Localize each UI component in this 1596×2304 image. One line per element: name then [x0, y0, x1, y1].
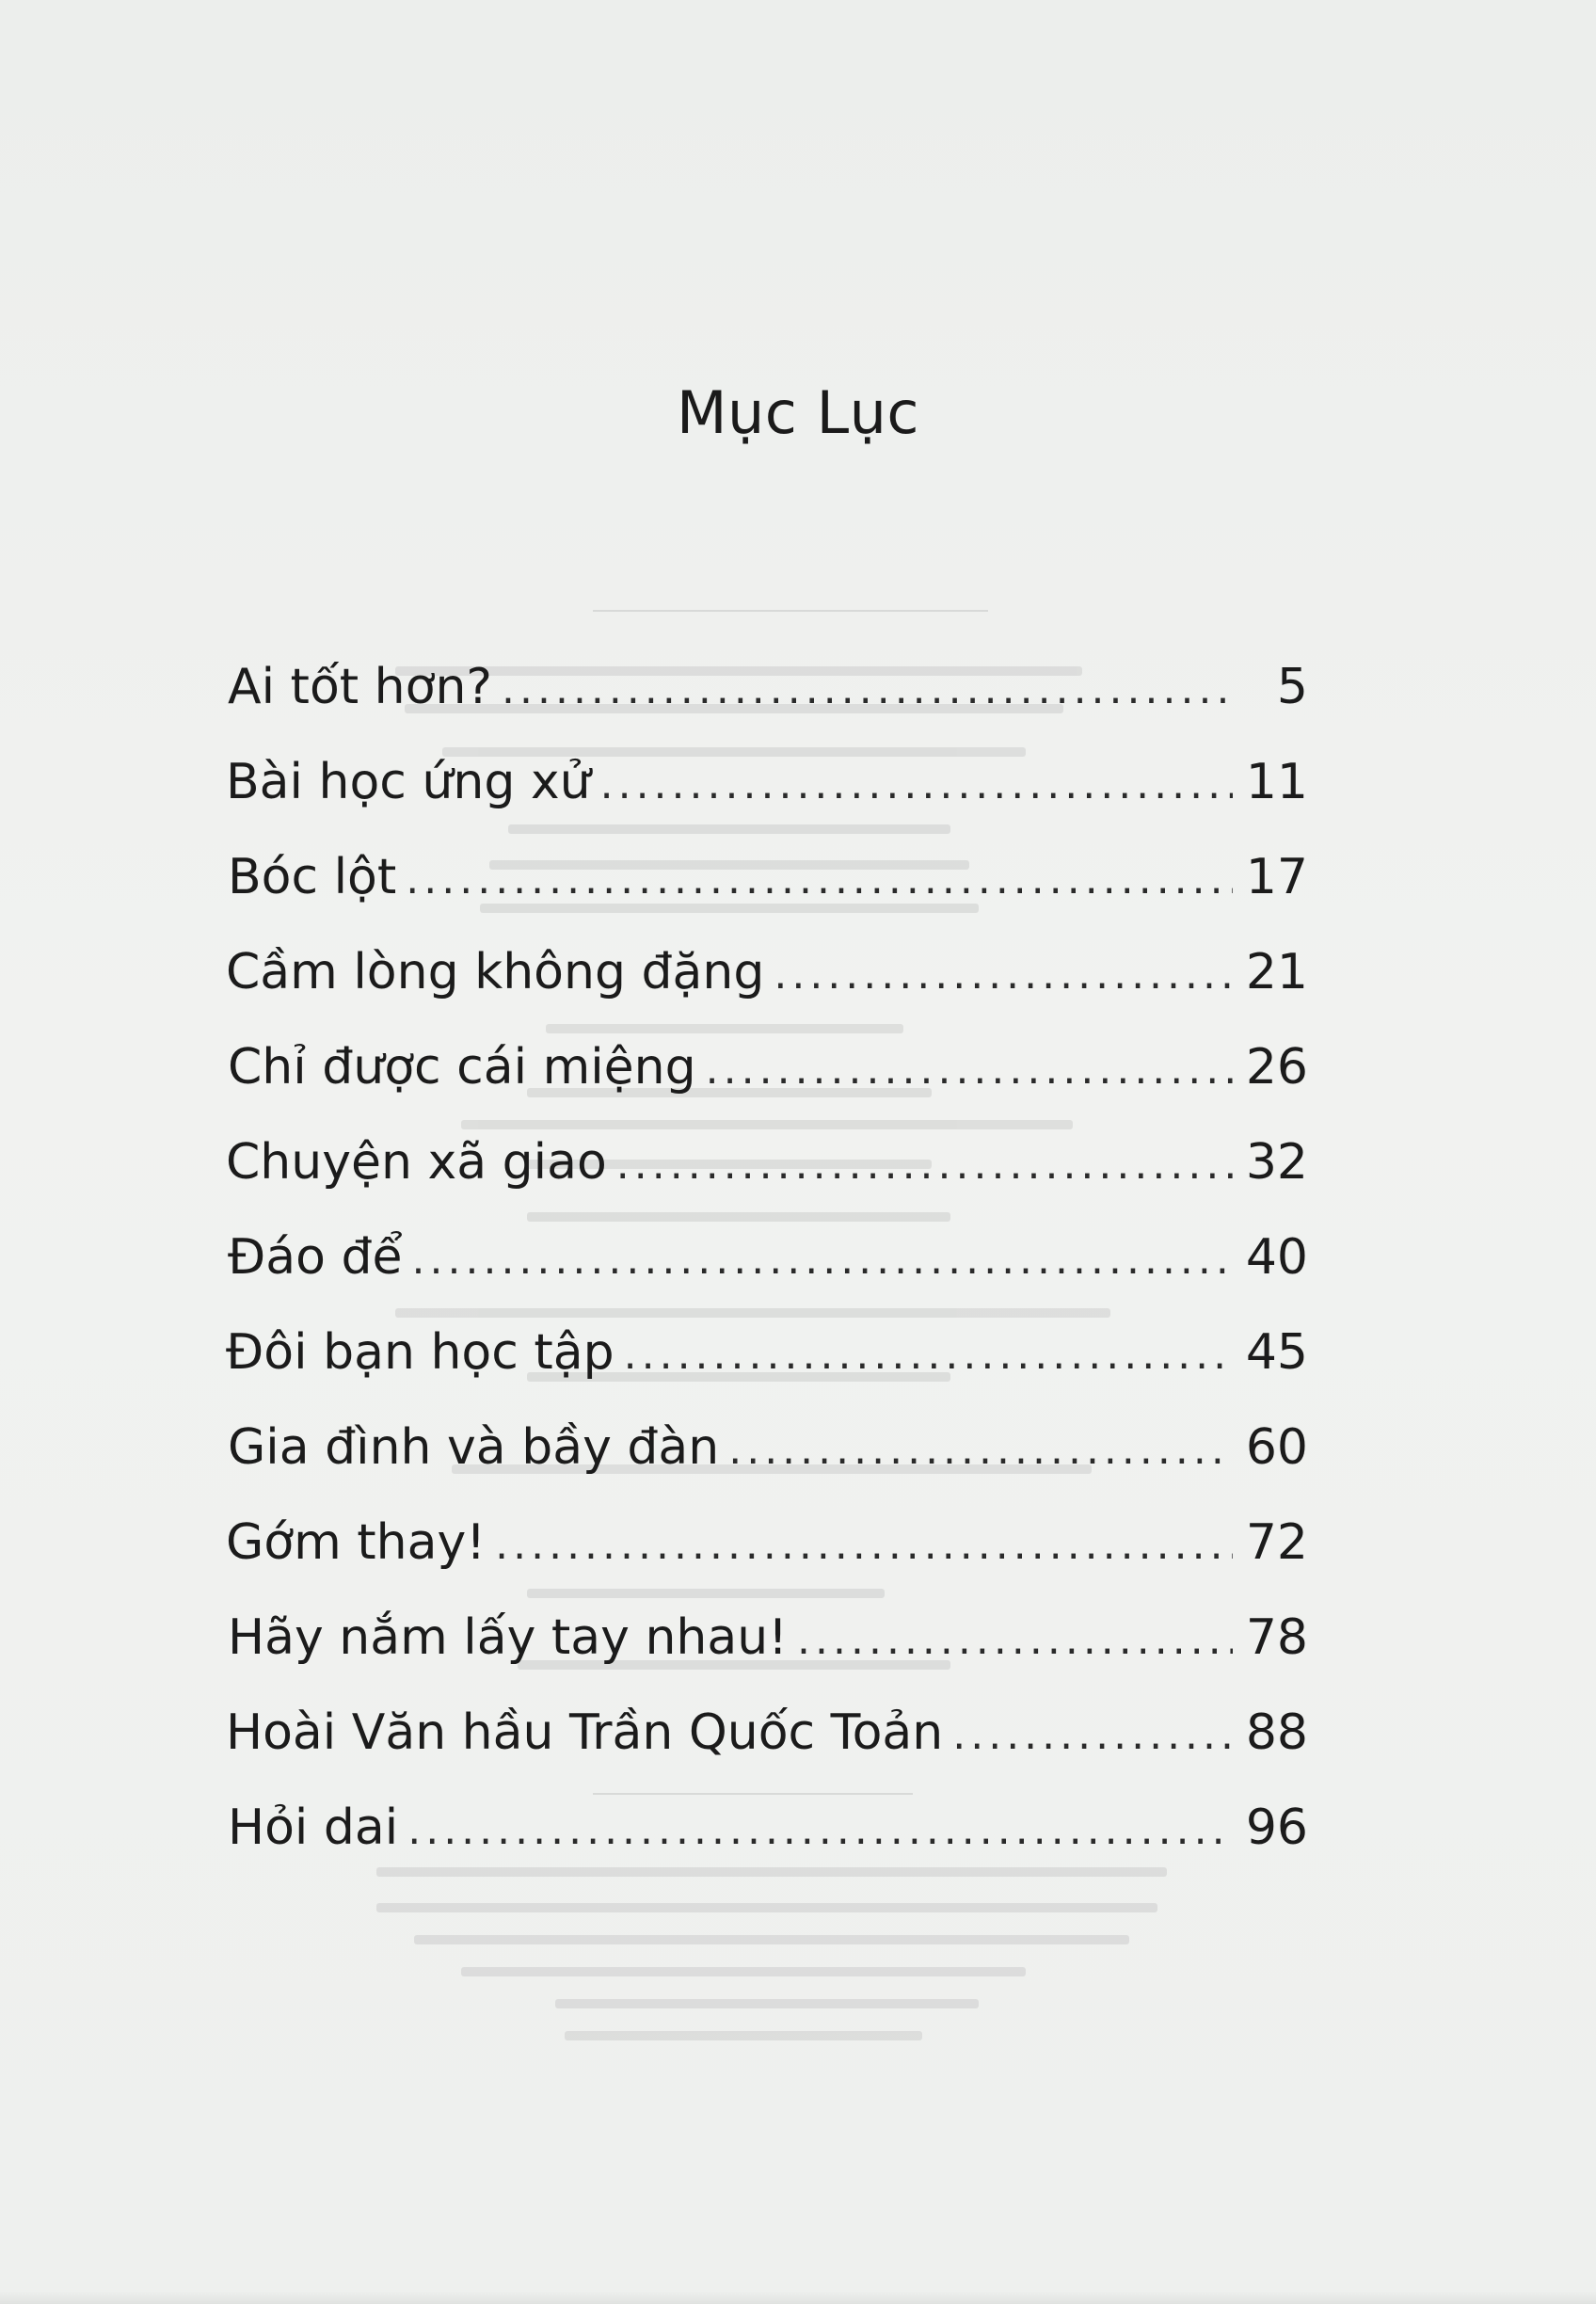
dot-leader [412, 1212, 1233, 1307]
toc-entry-page: 72 [1245, 1514, 1308, 1571]
toc-entry-page: 32 [1245, 1134, 1308, 1191]
toc-entry-page: 45 [1245, 1324, 1308, 1381]
dot-leader [616, 1117, 1233, 1212]
bleed-line [461, 1967, 1026, 1976]
toc-entry-page: 17 [1245, 849, 1308, 905]
toc-entry-label: Hoài Văn hầu Trần Quốc Toản [226, 1704, 944, 1761]
toc-entry-label: Chỉ được cái miệng [228, 1039, 696, 1096]
toc-entry[interactable] [228, 830, 1308, 925]
toc-entry-page: 96 [1245, 1800, 1308, 1856]
toc-entry-page: 78 [1245, 1609, 1308, 1666]
dot-leader [728, 1402, 1233, 1497]
toc-entry-label: Gớm thay! [226, 1514, 487, 1571]
dot-leader [624, 1307, 1233, 1402]
toc-entry-page: 40 [1245, 1229, 1308, 1286]
dot-leader [406, 832, 1233, 927]
toc-entry-page: 26 [1245, 1039, 1308, 1096]
page-edge-shadow [0, 2291, 1596, 2304]
toc-entry-label: Đôi bạn học tập [226, 1324, 614, 1381]
dot-leader [600, 737, 1233, 832]
toc-title: Mục Lục [676, 378, 919, 447]
bleed-rule [593, 610, 988, 612]
toc-list [226, 640, 1308, 1876]
toc-entry[interactable] [228, 1210, 1308, 1305]
bleed-line [414, 1935, 1129, 1944]
toc-entry-label: Hãy nắm lấy tay nhau! [228, 1609, 789, 1666]
toc-entry-label: Hỏi dai [228, 1800, 399, 1856]
toc-entry-label: Đáo để [228, 1229, 403, 1286]
bleed-line [555, 1999, 979, 2008]
toc-entry[interactable] [226, 1686, 1308, 1781]
bleed-line [376, 1903, 1157, 1912]
toc-entry[interactable] [228, 1781, 1308, 1876]
dot-leader [797, 1592, 1233, 1688]
toc-entry[interactable] [228, 1400, 1308, 1496]
toc-entry[interactable] [226, 1115, 1308, 1210]
toc-entry-page: 60 [1245, 1419, 1308, 1476]
toc-entry-label: Gia đình và bầy đàn [228, 1419, 720, 1476]
toc-entry-page: 5 [1276, 659, 1308, 715]
toc-entry[interactable] [226, 735, 1308, 830]
toc-entry-label: Bài học ứng xử [226, 754, 591, 810]
dot-leader [407, 1783, 1233, 1878]
dot-leader [952, 1688, 1233, 1783]
dot-leader [706, 1022, 1233, 1117]
toc-entry[interactable] [226, 925, 1308, 1020]
toc-entry[interactable] [228, 1591, 1308, 1686]
toc-entry[interactable] [228, 640, 1308, 735]
toc-entry-label: Ai tốt hơn? [228, 659, 492, 715]
dot-leader [495, 1497, 1233, 1592]
toc-entry[interactable] [228, 1020, 1308, 1115]
toc-entry-label: Chuyện xã giao [226, 1134, 607, 1191]
dot-leader [502, 642, 1238, 737]
toc-entry[interactable] [226, 1496, 1308, 1591]
toc-entry-label: Bóc lột [228, 849, 397, 905]
dot-leader [774, 927, 1232, 1022]
toc-entry-page: 88 [1245, 1704, 1308, 1761]
toc-entry-label: Cầm lòng không đặng [226, 944, 765, 1000]
toc-entry-page: 11 [1245, 754, 1308, 810]
toc-entry[interactable] [226, 1305, 1308, 1400]
toc-entry-page: 21 [1245, 944, 1308, 1000]
bleed-line [565, 2031, 922, 2040]
